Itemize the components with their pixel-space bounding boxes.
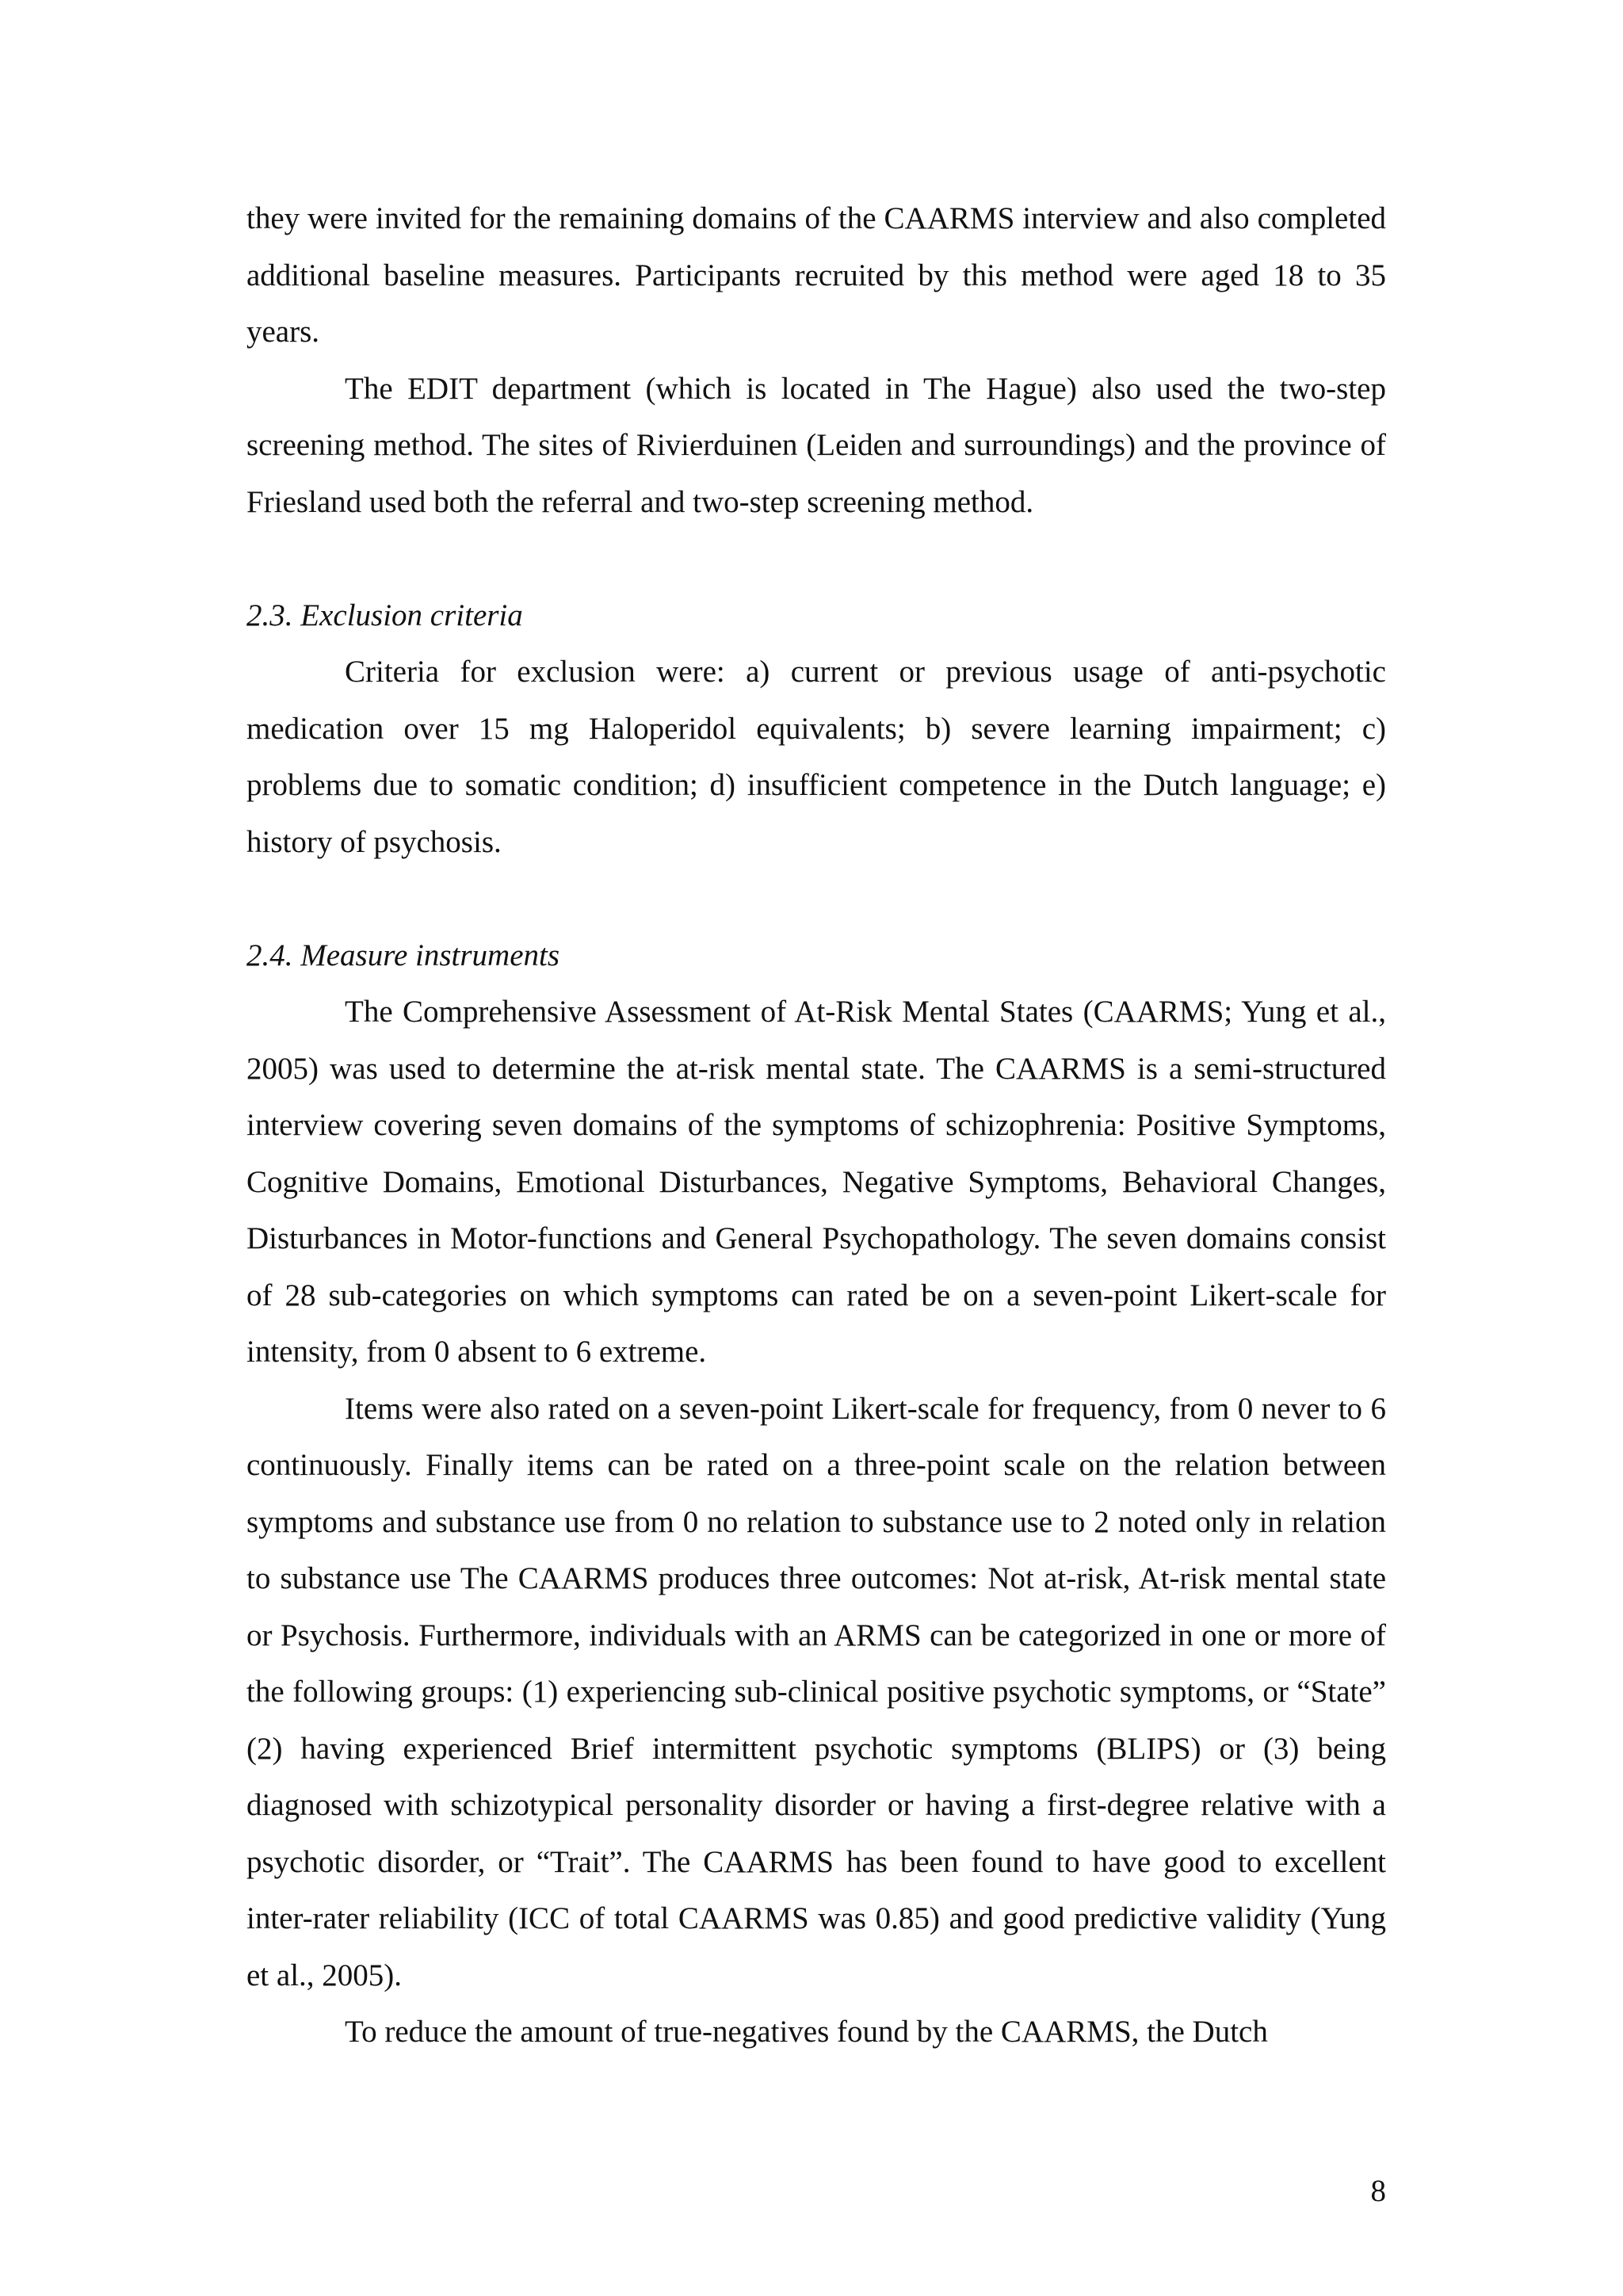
page-number: 8 [1370, 2174, 1386, 2208]
document-page [246, 190, 1386, 2061]
paragraph-recruitment: they were invited for the remaining domains of the CAARMS interview and also completed additional baseline measures. Participants recruited by this method were aged 18 to 35 years. [246, 201, 1386, 349]
paragraph-true-negatives: To reduce the amount of true-negatives found by the CAARMS, the Dutch [345, 2015, 1268, 2049]
paragraph-exclusion-criteria: Criteria for exclusion were: a) current or previous usage of anti-psychotic medication over 15 mg Haloperidol equivalents; b) severe learning impairment; c) problems due to somatic condition; d) insufficient competence in the Dutch language; e) history of psychosis. [246, 655, 1386, 859]
paragraph-screening-sites: The EDIT department (which is located in The Hague) also used the two-step screening method. The sites of Rivierduinen (Leiden and surroundings) and the province of Friesland used both the referral and two-step screening method. [246, 371, 1386, 519]
section-spacer [246, 530, 1386, 587]
heading-exclusion-criteria: 2.3. Exclusion criteria [246, 598, 523, 632]
paragraph-caarms-rating: Items were also rated on a seven-point Likert-scale for frequency, from 0 never to 6 continuously. Finally items can be rated on a three-point scale on the relation between symptoms and substance use from 0 no relation to substance use to 2 noted only in relation to substance use The CAARMS produces three outcomes: Not at-risk, At-risk mental state or Psychosis. Furthermore, individuals with an ARMS can be categorized in one or more of the following groups: (1) experiencing sub-clinical positive psychotic symptoms, or “State” (2) having experienced Brief intermittent psychotic symptoms (BLIPS) or (3) being diagnosed with schizotypical personality disorder or having a first-degree relative with a psychotic disorder, or “Trait”. The CAARMS has been found to have good to excellent inter-rater reliability (ICC of total CAARMS was 0.85) and good predictive validity (Yung et al., 2005). [246, 1391, 1386, 1992]
section-spacer [246, 870, 1386, 927]
heading-measure-instruments: 2.4. Measure instruments [246, 938, 560, 972]
paragraph-caarms-description: The Comprehensive Assessment of At-Risk Mental States (CAARMS; Yung et al., 2005) was used to determine the at-risk mental state. The CAARMS is a semi-structured interview covering seven domains of the symptoms of schizophrenia: Positive Symptoms, Cognitive Domains, Emotional Disturbances, Negative Symptoms, Behavioral Changes, Disturbances in Motor-functions and General Psychopathology. The seven domains consist of 28 sub-categories on which symptoms can rated be on a seven-point Likert-scale for intensity, from 0 absent to 6 extreme. [246, 995, 1386, 1369]
